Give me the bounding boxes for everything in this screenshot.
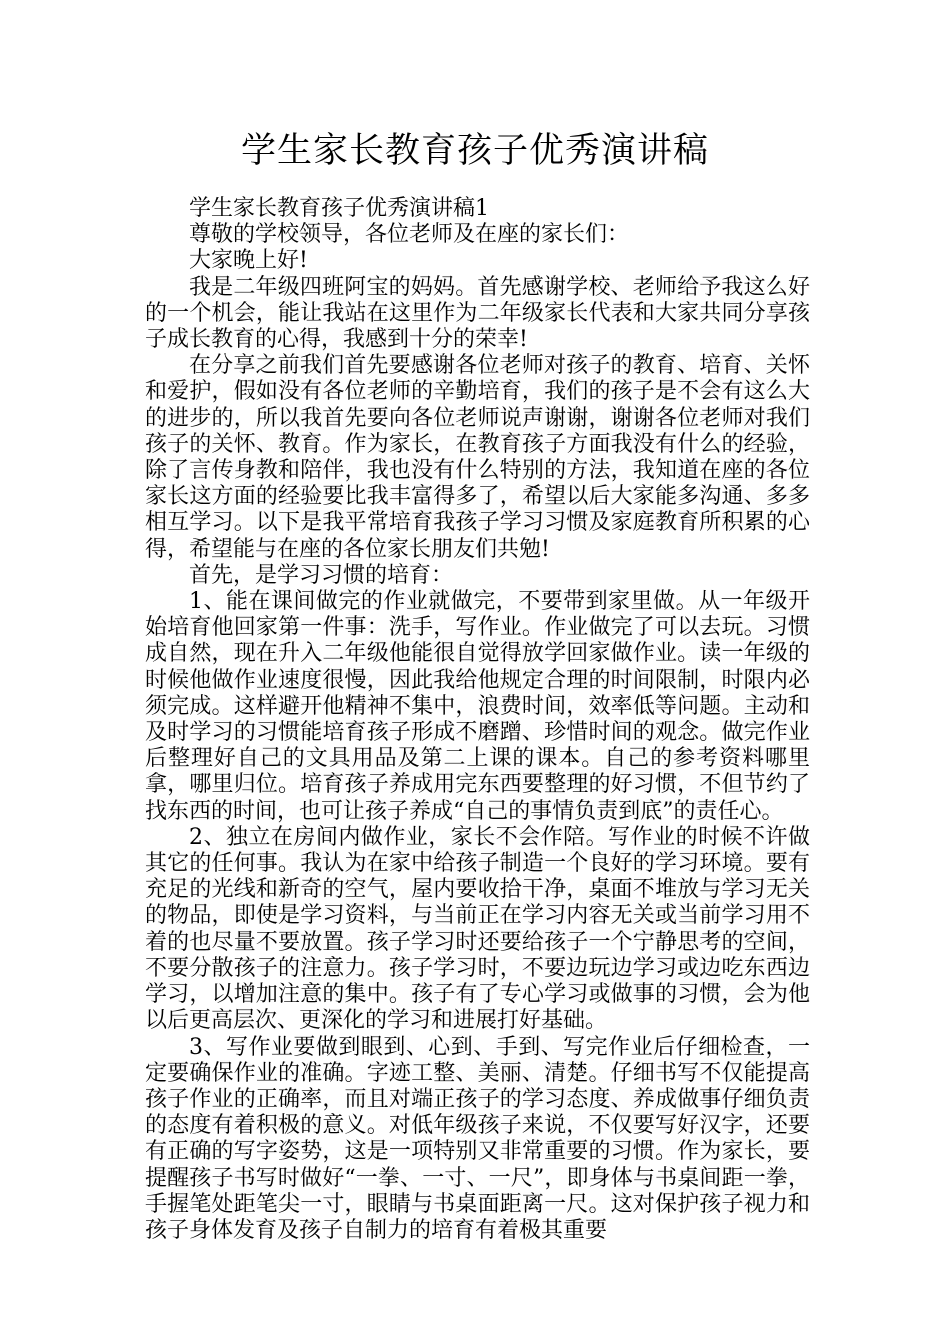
document-body [145, 196, 810, 1244]
paragraph-heading: 学生家长教育孩子优秀演讲稿1 [189, 196, 489, 221]
paragraph-intro: 我是二年级四班阿宝的妈妈。首先感谢学校、老师给予我这么好的一个机会，能让我站在这里作为二年级家长代表和大家共同分享孩子成长教育的心得，我感到十分的荣幸! [145, 274, 810, 353]
paragraph-section-heading: 首先，是学习习惯的培育： [189, 562, 454, 588]
paragraph-point-1: 1、能在课间做完的作业就做完，不要带到家里做。从一年级开始培育他回家第一件事：洗手，写作业。作业做完了可以去玩。习惯成自然，现在升入二年级他能很自觉得放学回家做作业。读一年级的时候他做作业速度很慢，因此我给他规定合理的时间限制，时限内必须完成。这样避开他精神不集中，浪费时间，效率低等问题。主动和及时学习的习惯能培育孩子形成不磨蹭、珍惜时间的观念。做完作业后整理好自己的文具用品及第二上课的课本。自己的参考资料哪里拿，哪里归位。培育孩子养成用完东西要整理的好习惯，不但节约了找东西的时间，也可让孩子养成“自己的事情负责到底”的责任心。 [145, 589, 810, 824]
document-title: 学生家长教育孩子优秀演讲稿 [240, 131, 709, 171]
paragraph-point-2: 2、独立在房间内做作业，家长不会作陪。写作业的时候不许做其它的任何事。我认为在家中给孩子制造一个良好的学习环境。要有充足的光线和新奇的空气，屋内要收拾干净，桌面不堆放与学习无关的物品，即使是学习资料，与当前正在学习内容无关或当前学习用不着的也尽量不要放置。孩子学习时还要给孩子一个宁静思考的空间，不要分散孩子的注意力。孩子学习时，不要边玩边学习或边吃东西边学习，以增加注意的集中。孩子有了专心学习或做事的习惯，会为他以后更高层次、更深化的学习和进展打好基础。 [145, 824, 810, 1034]
paragraph-greeting: 大家晚上好! [189, 248, 308, 274]
paragraph-thanks: 在分享之前我们首先要感谢各位老师对孩子的教育、培育、关怀和爱护，假如没有各位老师的辛勤培育，我们的孩子是不会有这么大的进步的，所以我首先要向各位老师说声谢谢，谢谢各位老师对我们孩子的关怀、教育。作为家长，在教育孩子方面我没有什么的经验，除了言传身教和陪伴，我也没有什么特别的方法，我知道在座的各位家长这方面的经验要比我丰富得多了，希望以后大家能多沟通、多多相互学习。以下是我平常培育我孩子学习习惯及家庭教育所积累的心得，希望能与在座的各位家长朋友们共勉! [145, 353, 810, 562]
paragraph-point-3: 3、写作业要做到眼到、心到、手到、写完作业后仔细检查，一定要确保作业的准确。字迹工整、美丽、清楚。仔细书写不仅能提高孩子作业的正确率，而且对端正孩子的学习态度、养成做事仔细负责的态度有着积极的意义。对低年级孩子来说，不仅要写好汉字，还要有正确的写字姿势，这是一项特别又非常重要的习惯。作为家长，要提醒孩子书写时做好“一拳、一寸、一尺”，即身体与书桌间距一拳，手握笔处距笔尖一寸，眼睛与书桌面距离一尺。这对保护孩子视力和孩子身体发育及孩子自制力的培育有着极其重要 [145, 1034, 810, 1243]
paragraph-salutation: 尊敬的学校领导，各位老师及在座的家长们： [189, 222, 630, 248]
